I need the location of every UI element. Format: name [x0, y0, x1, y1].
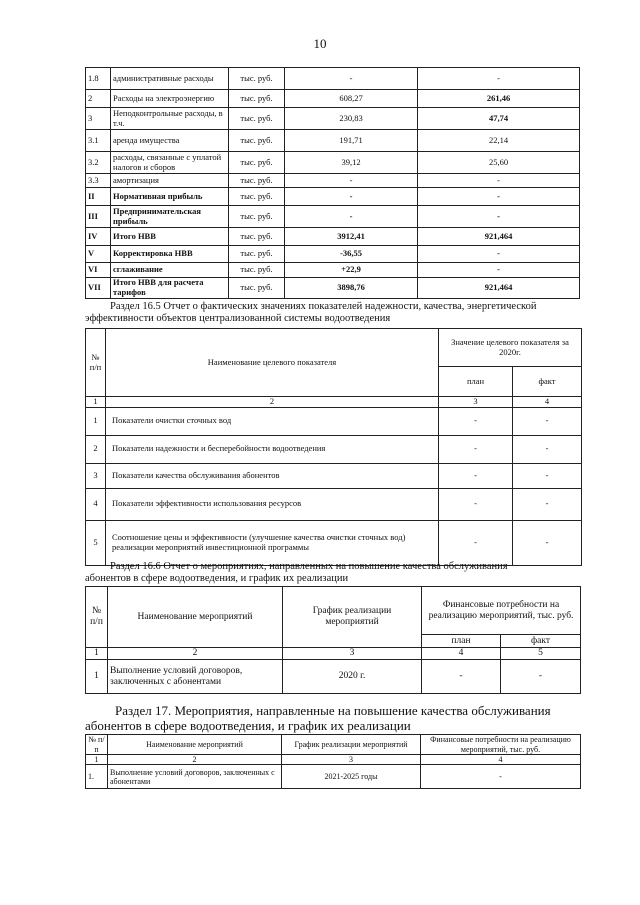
- row-number: 4: [86, 488, 106, 520]
- row-item-name: Итого НВВ: [111, 228, 229, 246]
- row-number: 5: [86, 520, 106, 565]
- table-row: [86, 263, 580, 278]
- table-row: [86, 68, 580, 90]
- page-number: 10: [313, 36, 327, 51]
- table-row: [86, 130, 580, 152]
- col-header-plan: план: [439, 367, 513, 397]
- row-item-name: аренда имущества: [111, 130, 229, 152]
- row-unit: тыс. руб.: [229, 108, 285, 130]
- table-row: [86, 488, 582, 520]
- index-cell: 2: [106, 397, 439, 408]
- row-value-fact: -: [418, 246, 580, 263]
- row-value-fact: -: [418, 263, 580, 278]
- row-value-fact: 921,464: [418, 278, 580, 299]
- table-row: [86, 90, 580, 108]
- table-row: [86, 407, 582, 435]
- row-number: IV: [86, 228, 111, 246]
- row-value-plan: -: [285, 174, 418, 188]
- row-schedule: 2021-2025 годы: [282, 765, 421, 789]
- row-schedule: 2020 г.: [283, 660, 422, 694]
- table-row: [86, 152, 580, 174]
- row-fact: -: [513, 407, 582, 435]
- row-financing: -: [421, 765, 581, 789]
- row-value-plan: 230,83: [285, 108, 418, 130]
- index-cell: 4: [513, 397, 582, 408]
- row-plan: -: [439, 520, 513, 565]
- measures-report-table: [85, 586, 581, 694]
- row-value-fact: 47,74: [418, 108, 580, 130]
- table-row: [86, 174, 580, 188]
- row-unit: тыс. руб.: [229, 174, 285, 188]
- row-measure: Выполнение условий договоров, заключенных с абонентами: [108, 660, 283, 694]
- row-value-fact: 25,60: [418, 152, 580, 174]
- table-row: [86, 435, 582, 463]
- row-item-name: административные расходы: [111, 68, 229, 90]
- row-item-name: Неподконтрольные расходы, в т.ч.: [111, 108, 229, 130]
- row-value-fact: -: [418, 174, 580, 188]
- index-cell: 4: [421, 755, 581, 765]
- col-header-fact: факт: [501, 635, 581, 648]
- row-number: 1.8: [86, 68, 111, 90]
- row-value-plan: -: [285, 68, 418, 90]
- col-header-measure: Наименование мероприятий: [108, 587, 283, 648]
- row-indicator: Показатели качества обслуживания абонентов: [106, 463, 439, 488]
- row-unit: тыс. руб.: [229, 278, 285, 299]
- index-cell: 5: [501, 648, 581, 660]
- row-number: 1: [86, 407, 106, 435]
- col-header-fact: факт: [513, 367, 582, 397]
- row-number: 3.3: [86, 174, 111, 188]
- row-value-fact: 22,14: [418, 130, 580, 152]
- row-indicator: Соотношение цены и эффективности (улучшение качества очистки сточных вод) реализации мероприятий инвестиционной программы: [106, 520, 439, 565]
- row-number: 2: [86, 90, 111, 108]
- index-cell: 1: [86, 397, 106, 408]
- row-plan: -: [439, 435, 513, 463]
- section-16-6-title: Раздел 16.6 Отчет о мероприятиях, направленных на повышение качества обслуживания абонентов в сфере водоотведения, и график их реализации: [85, 561, 508, 584]
- row-value-plan: 39,12: [285, 152, 418, 174]
- col-header-schedule: График реализации мероприятий: [283, 587, 422, 648]
- row-number: III: [86, 206, 111, 228]
- row-fact: -: [513, 488, 582, 520]
- col-header-number: № п/п: [86, 329, 106, 397]
- row-plan: -: [439, 463, 513, 488]
- row-item-name: Предпринимательская прибыль: [111, 206, 229, 228]
- row-value-fact: -: [418, 206, 580, 228]
- row-item-name: Расходы на электроэнергию: [111, 90, 229, 108]
- index-cell: 2: [108, 755, 282, 765]
- table-row: [86, 188, 580, 206]
- table-row: [86, 278, 580, 299]
- row-value-fact: -: [418, 68, 580, 90]
- planned-measures-table: [85, 734, 581, 789]
- index-cell: 3: [282, 755, 421, 765]
- table-row: [86, 108, 580, 130]
- row-unit: тыс. руб.: [229, 228, 285, 246]
- col-header-plan: план: [422, 635, 501, 648]
- index-cell: 3: [283, 648, 422, 660]
- row-number: V: [86, 246, 111, 263]
- row-number: 1.: [86, 765, 108, 789]
- row-item-name: Нормативная прибыль: [111, 188, 229, 206]
- table-row: [86, 246, 580, 263]
- index-cell: 3: [439, 397, 513, 408]
- table-row: [86, 463, 582, 488]
- row-value-plan: -36,55: [285, 246, 418, 263]
- row-unit: тыс. руб.: [229, 90, 285, 108]
- row-unit: тыс. руб.: [229, 68, 285, 90]
- col-header-number: № п/п: [86, 587, 108, 648]
- col-header-indicator: Наименование целевого показателя: [106, 329, 439, 397]
- col-header-financing: Финансовые потребности на реализацию мероприятий, тыс. руб.: [421, 735, 581, 755]
- row-value-plan: +22,9: [285, 263, 418, 278]
- section-17-title: Раздел 17. Мероприятия, направленные на повышение качества обслуживания абонентов в сфере водоотведения, и график их реализации: [85, 703, 551, 733]
- row-value-plan: 3912,41: [285, 228, 418, 246]
- section-16-5-title: Раздел 16.5 Отчет о фактических значениях показателей надежности, качества, энергетической эффективности объектов централизованной системы водоотведения: [85, 301, 537, 324]
- row-plan: -: [422, 660, 501, 694]
- col-header-schedule: График реализации мероприятий: [282, 735, 421, 755]
- row-item-name: расходы, связанные с уплатой налогов и сборов: [111, 152, 229, 174]
- row-number: 3: [86, 108, 111, 130]
- row-number: 3: [86, 463, 106, 488]
- row-unit: тыс. руб.: [229, 263, 285, 278]
- row-unit: тыс. руб.: [229, 246, 285, 263]
- row-number: 1: [86, 660, 108, 694]
- index-cell: 1: [86, 755, 108, 765]
- row-number: 2: [86, 435, 106, 463]
- row-fact: -: [513, 463, 582, 488]
- row-value-plan: 3898,76: [285, 278, 418, 299]
- row-number: II: [86, 188, 111, 206]
- col-header-value: Значение целевого показателя за 2020г.: [439, 329, 582, 367]
- row-indicator: Показатели надежности и бесперебойности водоотведения: [106, 435, 439, 463]
- cost-table: [85, 67, 580, 299]
- row-measure: Выполнение условий договоров, заключенных с абонентами: [108, 765, 282, 789]
- row-unit: тыс. руб.: [229, 130, 285, 152]
- row-value-plan: -: [285, 206, 418, 228]
- row-item-name: Корректировка НВВ: [111, 246, 229, 263]
- index-cell: 1: [86, 648, 108, 660]
- row-value-plan: 191,71: [285, 130, 418, 152]
- row-value-fact: 261,46: [418, 90, 580, 108]
- row-number: 3.1: [86, 130, 111, 152]
- row-plan: -: [439, 407, 513, 435]
- row-unit: тыс. руб.: [229, 152, 285, 174]
- row-unit: тыс. руб.: [229, 206, 285, 228]
- row-item-name: сглаживание: [111, 263, 229, 278]
- row-fact: -: [513, 520, 582, 565]
- row-item-name: Итого НВВ для расчета тарифов: [111, 278, 229, 299]
- col-header-financing: Финансовые потребности на реализацию мероприятий, тыс. руб.: [422, 587, 581, 635]
- row-number: 3.2: [86, 152, 111, 174]
- index-cell: 4: [422, 648, 501, 660]
- table-row: [86, 660, 581, 694]
- row-indicator: Показатели очистки сточных вод: [106, 407, 439, 435]
- row-value-plan: 608,27: [285, 90, 418, 108]
- table-row: [86, 520, 582, 565]
- row-value-fact: 921,464: [418, 228, 580, 246]
- targets-table: [85, 328, 582, 566]
- row-unit: тыс. руб.: [229, 188, 285, 206]
- col-header-number: № п/п: [86, 735, 108, 755]
- table-row: [86, 206, 580, 228]
- row-number: VI: [86, 263, 111, 278]
- row-value-fact: -: [418, 188, 580, 206]
- table-row: [86, 228, 580, 246]
- index-cell: 2: [108, 648, 283, 660]
- col-header-measure: Наименование мероприятий: [108, 735, 282, 755]
- row-value-plan: -: [285, 188, 418, 206]
- row-indicator: Показатели эффективности использования ресурсов: [106, 488, 439, 520]
- row-number: VII: [86, 278, 111, 299]
- row-plan: -: [439, 488, 513, 520]
- row-item-name: амортизация: [111, 174, 229, 188]
- table-row: [86, 765, 581, 789]
- row-fact: -: [513, 435, 582, 463]
- row-fact: -: [501, 660, 581, 694]
